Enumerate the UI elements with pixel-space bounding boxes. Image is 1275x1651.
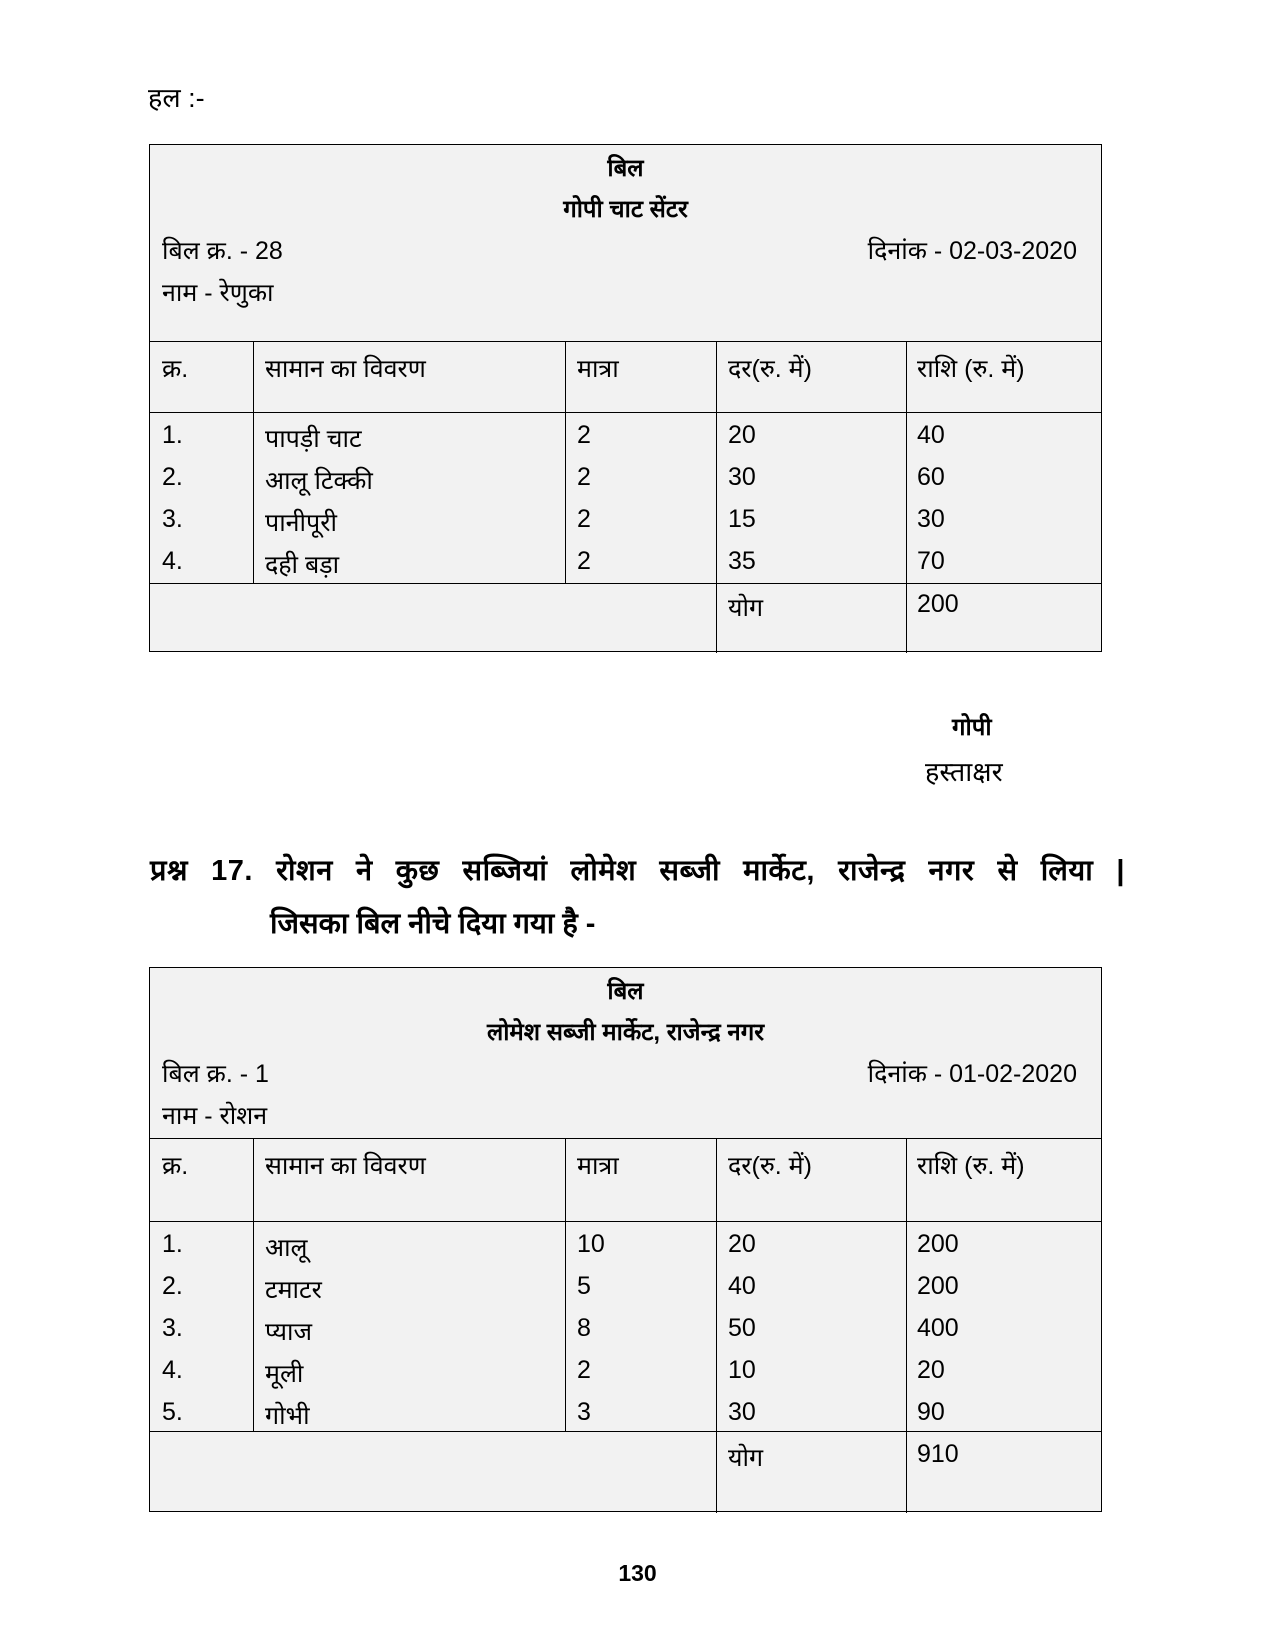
bill-2-date: दिनांक - 01-02-2020	[867, 1060, 1077, 1088]
signatory-name: गोपी	[952, 714, 992, 741]
header-quantity: मात्रा	[577, 355, 619, 383]
header-rate: दर(रु. में)	[728, 1152, 812, 1180]
header-serial: क्र.	[162, 1152, 189, 1180]
amount-cell: 60	[917, 463, 945, 491]
bill-2-divider	[253, 1138, 254, 1431]
amount-cell: 200	[917, 1230, 959, 1258]
amount-cell: 20	[917, 1356, 945, 1384]
bill-1-divider	[906, 341, 907, 653]
quantity-cell: 3	[577, 1398, 591, 1426]
bill-1-divider	[253, 341, 254, 583]
bill-2-divider	[565, 1138, 566, 1431]
amount-cell: 90	[917, 1398, 945, 1426]
bill-1-number: बिल क्र. - 28	[162, 237, 283, 265]
item-cell: आलू	[265, 1234, 308, 1262]
bill-2-customer-name: नाम - रोशन	[162, 1102, 268, 1130]
header-amount: राशि (रु. में)	[917, 1152, 1025, 1180]
bill-1	[149, 144, 1102, 652]
serial-cell: 1.	[162, 1230, 183, 1258]
serial-cell: 2.	[162, 1272, 183, 1300]
item-cell: पानीपूरी	[265, 509, 337, 537]
header-quantity: मात्रा	[577, 1152, 619, 1180]
rate-cell: 20	[728, 421, 756, 449]
question-text: प्रश्न 17. रोशन ने कुछ सब्जियां लोमेश सब्जी मार्केट, राजेन्द्र नगर से लिया |	[150, 855, 1125, 887]
serial-cell: 3.	[162, 505, 183, 533]
serial-cell: 4.	[162, 1356, 183, 1384]
quantity-cell: 2	[577, 547, 591, 575]
quantity-cell: 2	[577, 505, 591, 533]
bill-1-divider	[565, 341, 566, 583]
total-label: योग	[728, 594, 764, 622]
bill-2-divider	[906, 1138, 907, 1513]
rate-cell: 15	[728, 505, 756, 533]
page-number: 130	[618, 1560, 657, 1586]
amount-cell: 40	[917, 421, 945, 449]
quantity-cell: 5	[577, 1272, 591, 1300]
quantity-cell: 10	[577, 1230, 605, 1258]
bill-1-date: दिनांक - 02-03-2020	[867, 237, 1077, 265]
quantity-cell: 2	[577, 463, 591, 491]
header-serial: क्र.	[162, 355, 189, 383]
serial-cell: 5.	[162, 1398, 183, 1426]
header-item: सामान का विवरण	[265, 1152, 426, 1180]
serial-cell: 1.	[162, 421, 183, 449]
signature-label: हस्ताक्षर	[925, 757, 1003, 787]
bill-1-heading: बिल	[607, 155, 644, 182]
bill-1-shop-name: गोपी चाट सेंटर	[563, 196, 688, 223]
rate-cell: 40	[728, 1272, 756, 1300]
rate-cell: 20	[728, 1230, 756, 1258]
bill-2-rule	[150, 1221, 1101, 1222]
total-amount: 910	[917, 1440, 959, 1468]
rate-cell: 30	[728, 463, 756, 491]
bill-2-divider	[716, 1138, 717, 1513]
rate-cell: 35	[728, 547, 756, 575]
bill-2-number: बिल क्र. - 1	[162, 1060, 269, 1088]
total-label: योग	[728, 1444, 764, 1472]
bill-1-rule	[150, 583, 1101, 584]
item-cell: पापड़ी चाट	[265, 425, 362, 453]
bill-1-rule	[150, 341, 1101, 342]
serial-cell: 2.	[162, 463, 183, 491]
bill-2-heading: बिल	[607, 978, 644, 1005]
bill-2-rule	[150, 1138, 1101, 1139]
bill-1-customer-name: नाम - रेणुका	[162, 279, 274, 307]
item-cell: आलू टिक्की	[265, 467, 373, 495]
quantity-cell: 8	[577, 1314, 591, 1342]
serial-cell: 4.	[162, 547, 183, 575]
bill-1-divider	[716, 341, 717, 653]
question-text-continued: जिसका बिल नीचे दिया गया है -	[270, 908, 596, 940]
item-cell: मूली	[265, 1360, 304, 1388]
item-cell: प्याज	[265, 1318, 313, 1346]
bill-2	[149, 967, 1102, 1512]
rate-cell: 30	[728, 1398, 756, 1426]
amount-cell: 200	[917, 1272, 959, 1300]
solution-label: हल :-	[148, 83, 205, 113]
item-cell: गोभी	[265, 1402, 310, 1430]
amount-cell: 30	[917, 505, 945, 533]
quantity-cell: 2	[577, 1356, 591, 1384]
rate-cell: 10	[728, 1356, 756, 1384]
total-amount: 200	[917, 590, 959, 618]
serial-cell: 3.	[162, 1314, 183, 1342]
bill-2-shop-name: लोमेश सब्जी मार्केट, राजेन्द्र नगर	[486, 1019, 765, 1046]
item-cell: टमाटर	[265, 1276, 322, 1304]
bill-1-rule	[150, 412, 1101, 413]
header-item: सामान का विवरण	[265, 355, 426, 383]
rate-cell: 50	[728, 1314, 756, 1342]
amount-cell: 400	[917, 1314, 959, 1342]
quantity-cell: 2	[577, 421, 591, 449]
header-amount: राशि (रु. में)	[917, 355, 1025, 383]
header-rate: दर(रु. में)	[728, 355, 812, 383]
item-cell: दही बड़ा	[265, 551, 340, 579]
amount-cell: 70	[917, 547, 945, 575]
